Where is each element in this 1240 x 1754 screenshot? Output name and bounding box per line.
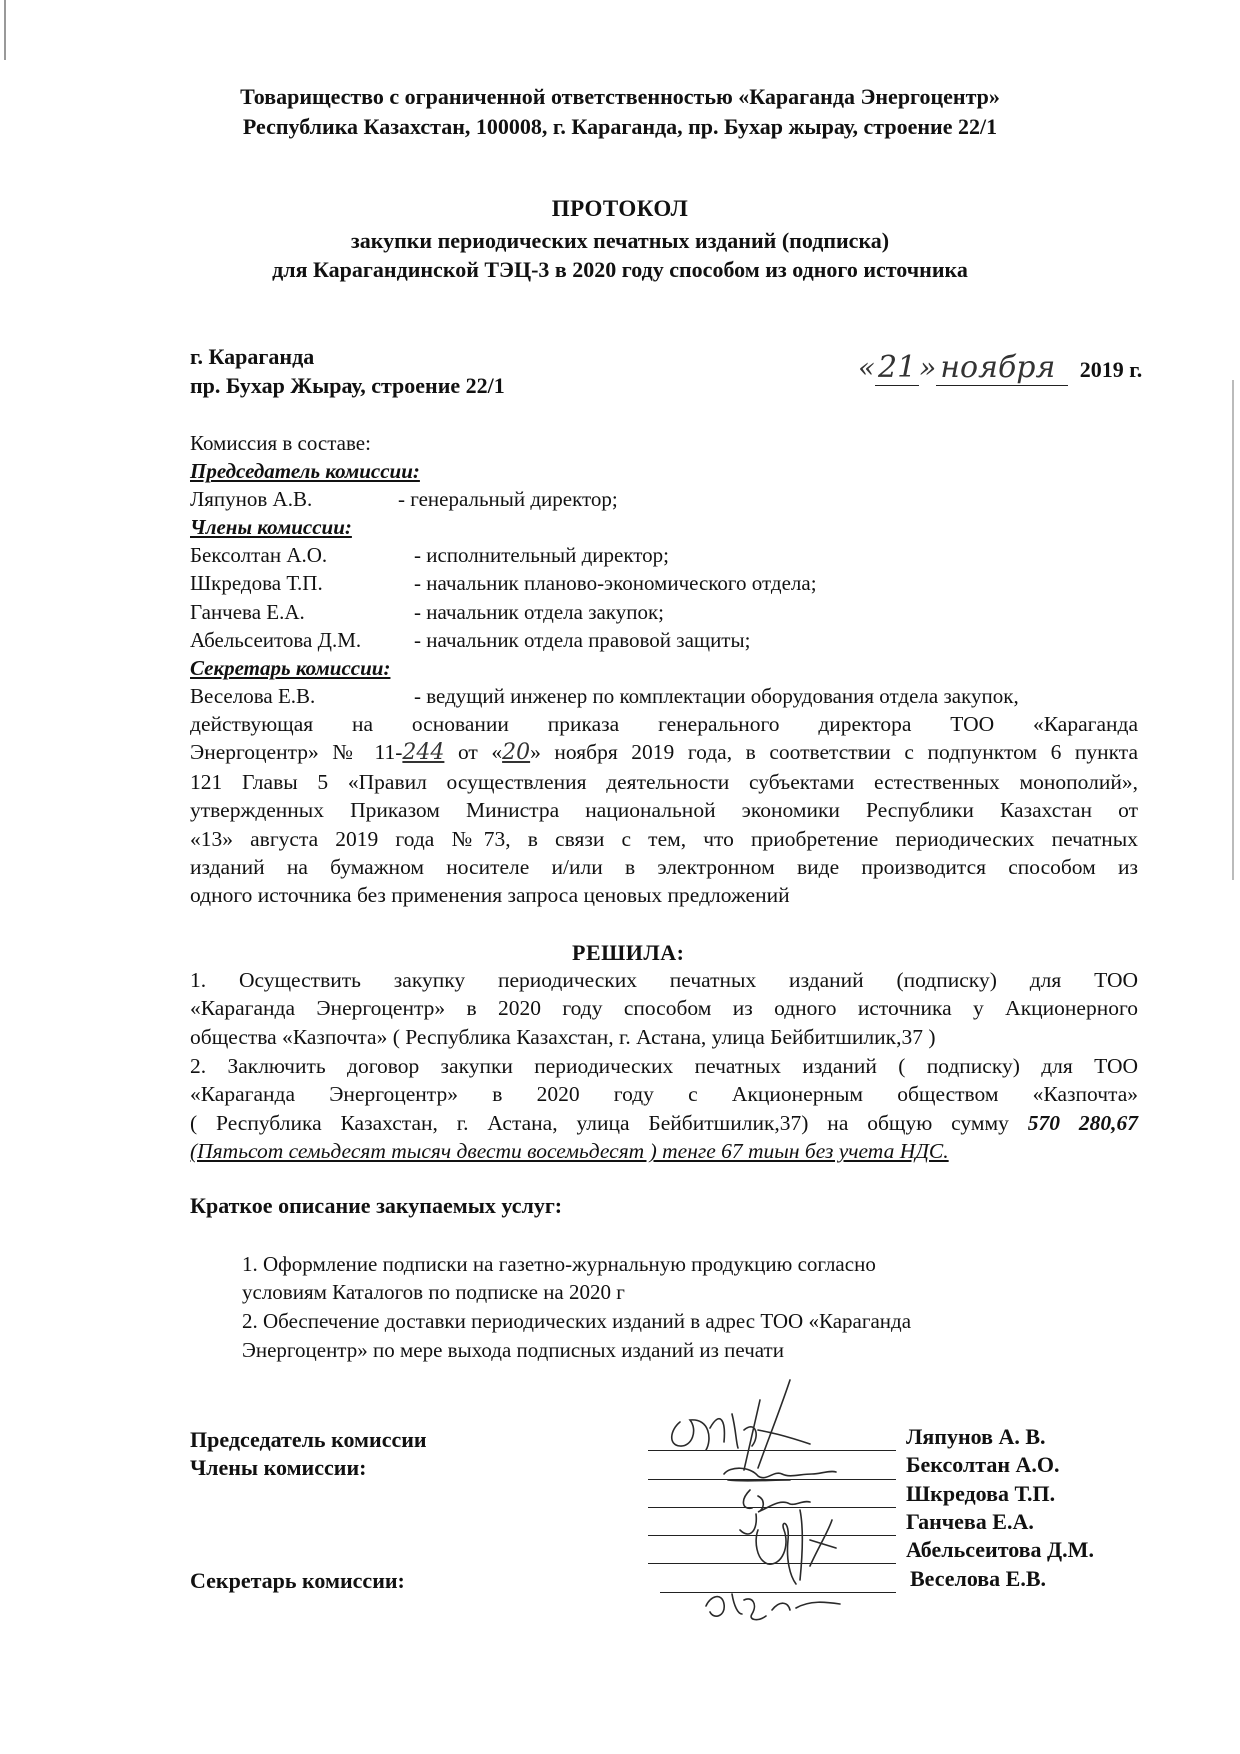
decision-line (190, 1109, 1138, 1137)
services-heading: Краткое описание закупаемых услуг: (190, 1193, 563, 1218)
protocol-subtitle-1: закупки периодических печатных изданий (подписка) (350, 228, 890, 253)
place-city: г. Караганда (190, 344, 315, 369)
decision-line: общества «Казпочта» ( Республика Казахстан, г. Астана, улица Бейбитшилик,37 ) (190, 1024, 936, 1049)
order-day: 20 (502, 740, 531, 766)
basis-line: 121 Главы 5 «Правил осуществления деятельности субъектами естественных монополий», (190, 769, 1138, 794)
service-item-1-line-1: 1. Оформление подписки на газетно-журнальную продукцию согласно (242, 1252, 876, 1276)
decision-heading: РЕШИЛА: (572, 940, 685, 965)
member-role: - исполнительный директор; (414, 543, 670, 567)
member-name: Бексолтан А.О. (190, 543, 328, 567)
basis-line: утвержденных Приказом Министра национальной экономики Республики Казахстан от (190, 798, 1138, 823)
company-address: Республика Казахстан, 100008, г. Караганда, пр. Бухар жырау, строение 22/1 (242, 114, 998, 139)
service-item-1-line-2: условиям Каталогов по подписке на 2020 г (242, 1280, 625, 1304)
signatory-name: Веселова Е.В. (910, 1566, 1047, 1591)
scan-margin-mark-left (4, 0, 6, 60)
member-role: - начальник планово-экономического отдела; (414, 571, 817, 595)
chair-name: Ляпунов А.В. (190, 487, 313, 511)
order-date-prefix: от « (444, 740, 503, 765)
company-name: Товарищество с ограниченной ответственностью «Караганда Энергоцентр» (240, 84, 1000, 109)
date-open-quote: « (858, 351, 876, 384)
contract-amount-words: (Пятьсот семьдесят тысяч двести восемьдесят ) тенге 67 тиын без учета НДС. (190, 1139, 949, 1164)
signature-member-3 (756, 1510, 836, 1584)
decision-line: «Караганда Энергоцентр» в 2020 году с Акционерным обществом «Казпочта» (190, 1082, 1138, 1107)
service-item-2-line-1: 2. Обеспечение доставки периодических изданий в адрес ТОО «Караганда (242, 1309, 912, 1333)
date-close-quote: » (919, 351, 937, 384)
basis-paragraph (190, 710, 1138, 910)
member-name: Ганчева Е.А. (190, 600, 305, 624)
decision-item-1 (190, 966, 1138, 1051)
decision-item-2 (190, 1052, 1138, 1166)
basis-line (190, 738, 1138, 767)
signatory-name: Шкредова Т.П. (906, 1481, 1056, 1506)
handwritten-signatures (640, 1370, 940, 1630)
place-address: пр. Бухар Жырау, строение 22/1 (190, 373, 505, 398)
member-name: Шкредова Т.П. (190, 571, 323, 595)
signature-member-1 (724, 1468, 836, 1481)
secretary-heading: Секретарь комиссии: (190, 656, 391, 680)
signature-members-label: Члены комиссии: (190, 1455, 367, 1480)
order-prefix: Энергоцентр» № 11- (190, 740, 403, 765)
decision-line: 2. Заключить договор закупки периодических печатных изданий ( подписку) для ТОО (190, 1054, 1138, 1078)
scan-margin-mark-right (1232, 380, 1234, 880)
contract-amount: 570 280,67 (1027, 1110, 1139, 1135)
basis-line: действующая на основании приказа генерального директора ТОО «Караганда (190, 712, 1138, 736)
decision-line: «Караганда Энергоцентр» в 2020 году способом из одного источника у Акционерного (190, 996, 1138, 1021)
commission-intro: Комиссия в составе: (190, 431, 371, 455)
order-number: 244 (402, 740, 445, 766)
signature-secretary-label: Секретарь комиссии: (190, 1568, 405, 1593)
service-item-2-line-2: Энергоцентр» по мере выхода подписных изданий из печати (242, 1338, 784, 1362)
basis-line: изданий на бумажном носителе и/или в электронном виде производится способом из (190, 855, 1138, 880)
date-month: ноября (936, 350, 1068, 386)
member-role: - начальник отдела правовой защиты; (414, 628, 751, 652)
order-rest: » ноября 2019 года, в соответствии с подпунктом 6 пункта (530, 740, 1138, 765)
decision-line: 1. Осуществить закупку периодических печатных изданий (подписку) для ТОО (190, 968, 1138, 992)
date-year: 2019 г. (1079, 357, 1143, 382)
signatory-name: Абельсеитова Д.М. (906, 1537, 1094, 1562)
member-name: Абельсеитова Д.М. (190, 628, 362, 652)
basis-line: одного источника без применения запроса ценовых предложений (190, 883, 790, 908)
members-heading: Члены комиссии: (190, 515, 352, 539)
decision-line-text: ( Республика Казахстан, г. Астана, улица Бейбитшилик,37) на общую сумму (190, 1110, 1028, 1135)
basis-line: «13» августа 2019 года №73, в связи с тем, что приобретение периодических печатных (190, 826, 1138, 851)
signature-member-2 (740, 1490, 810, 1534)
signatory-name: Ляпунов А. В. (906, 1424, 1046, 1449)
secretary-role: - ведущий инженер по комплектации оборудования отдела закупок, (414, 684, 1019, 708)
signatory-name: Бексолтан А.О. (906, 1452, 1060, 1477)
document-date (858, 350, 1142, 386)
signature-chair (672, 1380, 810, 1470)
member-role: - начальник отдела закупок; (414, 600, 664, 624)
signature-secretary (706, 1594, 840, 1620)
chair-role: - генеральный директор; (398, 487, 618, 511)
date-day: 21 (875, 350, 919, 386)
signature-chair-label: Председатель комиссии (190, 1427, 427, 1452)
protocol-subtitle-2: для Карагандинской ТЭЦ-3 в 2020 году способом из одного источника (272, 257, 968, 282)
protocol-title: ПРОТОКОЛ (551, 196, 689, 221)
signatory-name: Ганчева Е.А. (906, 1509, 1034, 1534)
chair-heading: Председатель комиссии: (190, 459, 420, 483)
secretary-name: Веселова Е.В. (190, 684, 316, 708)
